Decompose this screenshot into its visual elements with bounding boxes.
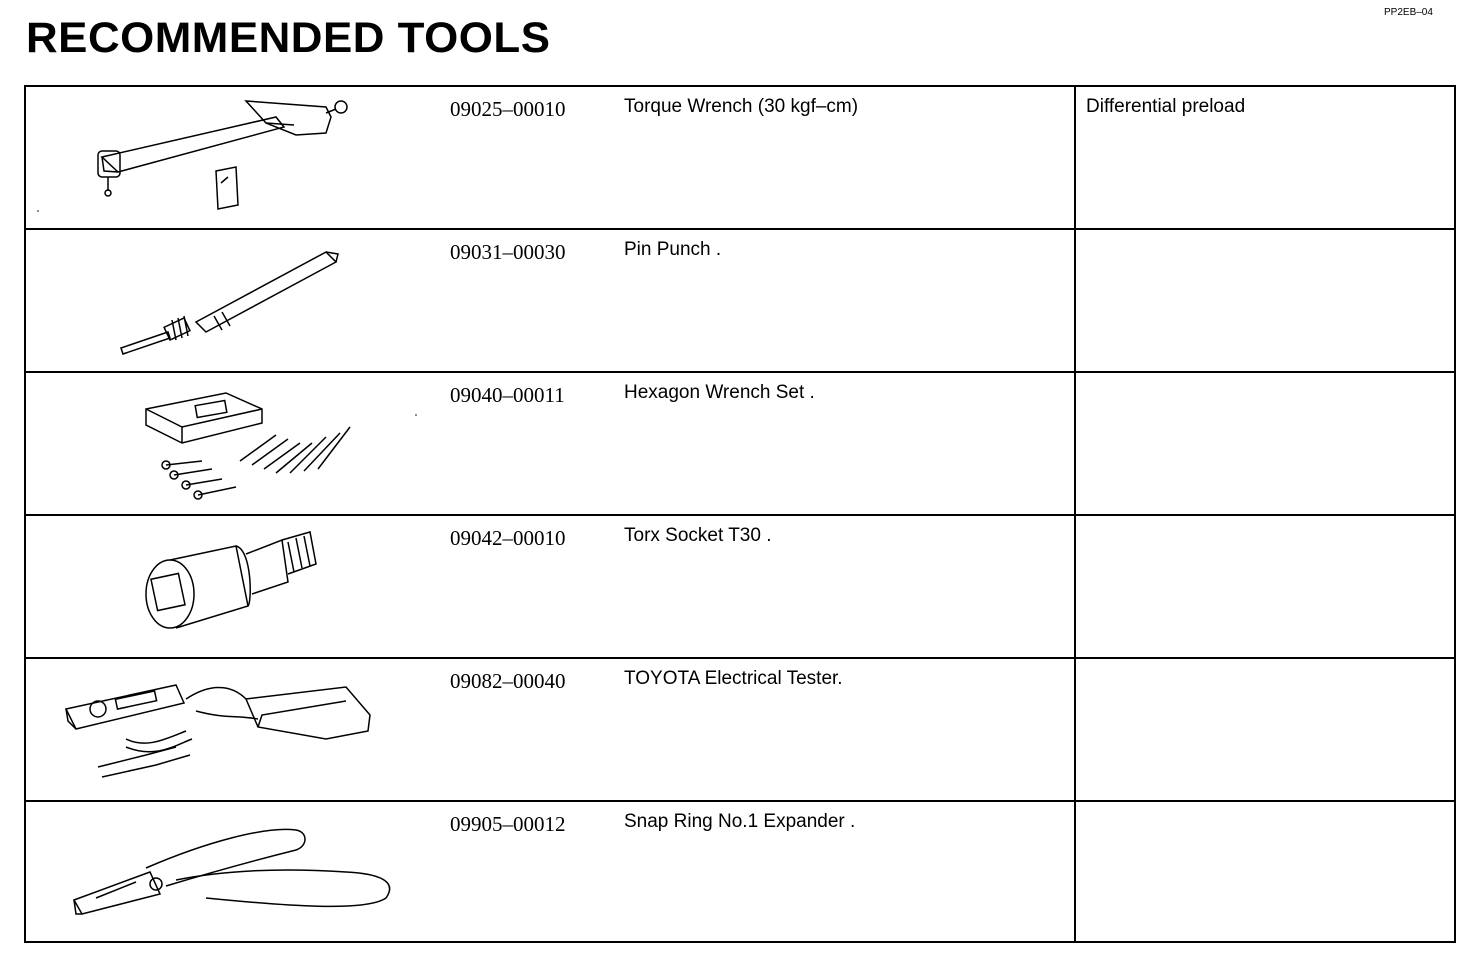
torx-socket-icon	[26, 516, 426, 657]
part-number: 09040–00011	[450, 383, 565, 407]
torque-wrench-icon	[26, 87, 426, 228]
column-divider	[1074, 802, 1076, 941]
table-row	[26, 87, 1454, 230]
tool-name: Torx Socket T30 .	[624, 525, 772, 546]
part-number: 09082–00040	[450, 669, 566, 693]
pin-punch-icon	[26, 230, 426, 371]
tool-name: Hexagon Wrench Set .	[624, 382, 815, 403]
tool-name: Snap Ring No.1 Expander .	[624, 811, 856, 832]
table-row	[26, 230, 1454, 373]
part-number: 09031–00030	[450, 240, 566, 264]
tool-name: TOYOTA Electrical Tester.	[624, 668, 843, 689]
tool-name: Torque Wrench (30 kgf–cm)	[624, 96, 859, 117]
tools-table	[24, 85, 1456, 943]
tool-note: Differential preload	[1086, 96, 1246, 117]
tool-name: Pin Punch .	[624, 239, 722, 260]
column-divider	[1074, 659, 1076, 800]
column-divider	[1074, 87, 1076, 228]
part-number: 09905–00012	[450, 812, 566, 836]
table-row	[26, 516, 1454, 659]
electrical-tester-icon	[26, 659, 426, 800]
document-code: PP2EB–04	[1384, 7, 1433, 18]
part-number: 09042–00010	[450, 526, 566, 550]
column-divider	[1074, 373, 1076, 514]
page-title: RECOMMENDED TOOLS	[26, 14, 551, 62]
table-row	[26, 659, 1454, 802]
column-divider	[1074, 516, 1076, 657]
table-row	[26, 373, 1454, 516]
snap-ring-expander-icon	[26, 802, 426, 939]
table-row	[26, 802, 1454, 941]
hexagon-wrench-set-icon	[26, 373, 426, 514]
column-divider	[1074, 230, 1076, 371]
part-number: 09025–00010	[450, 97, 566, 121]
